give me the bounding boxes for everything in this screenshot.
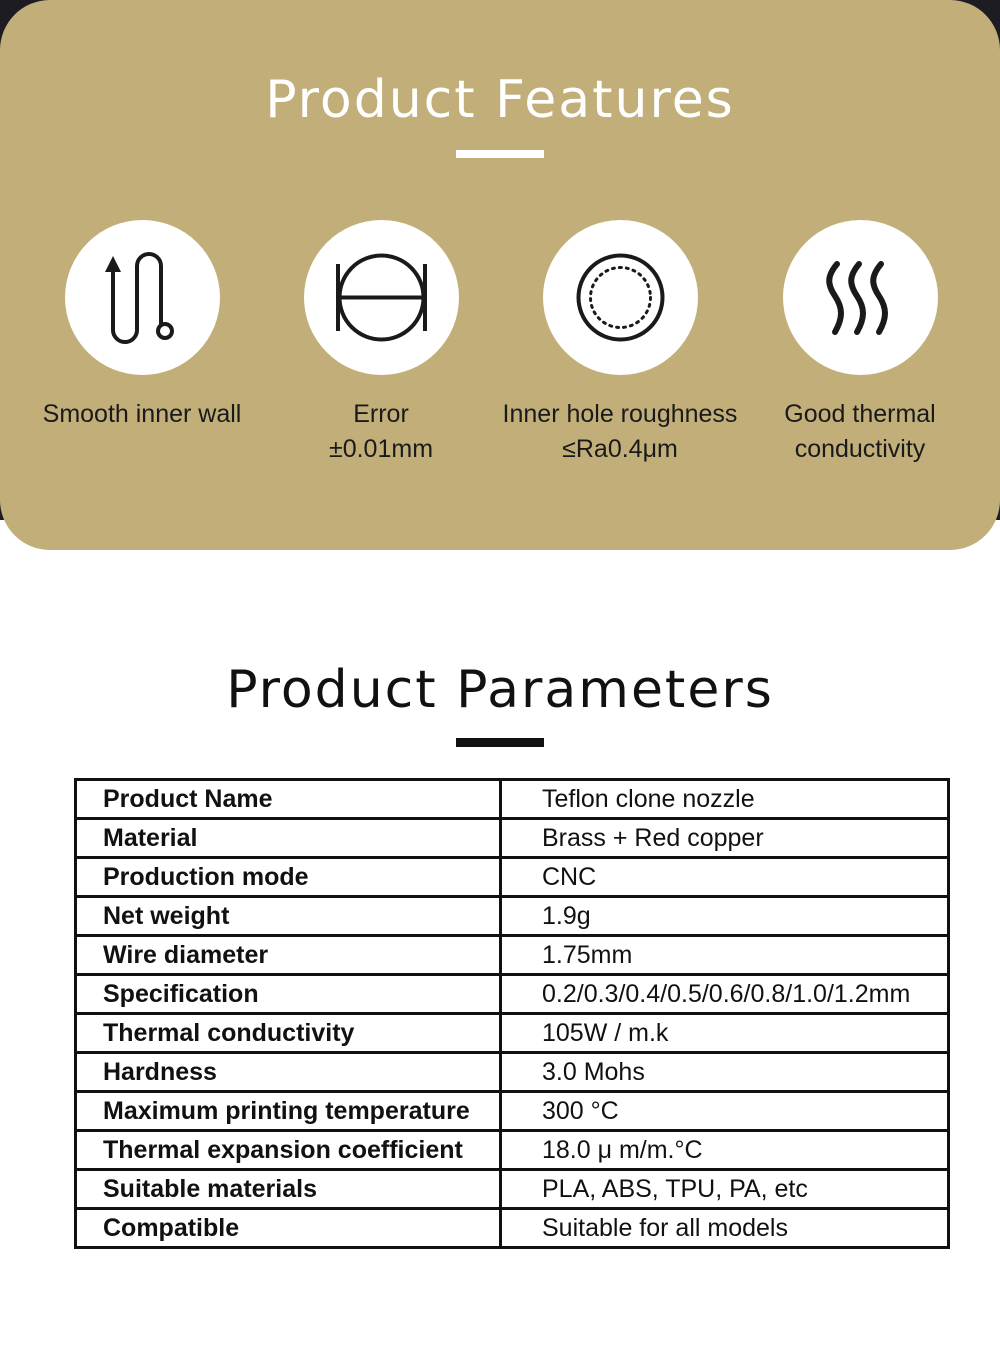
heat-waves-icon [783, 220, 938, 375]
param-name: Thermal conductivity [76, 1014, 501, 1053]
dotted-ring-icon [543, 220, 698, 375]
feature-inner-hole-roughness [500, 220, 740, 467]
table-row [76, 1170, 949, 1209]
param-name: Product Name [76, 780, 501, 819]
features-title-underline [456, 150, 544, 158]
param-name: Net weight [76, 897, 501, 936]
table-row [76, 858, 949, 897]
parameters-title-underline [456, 738, 544, 747]
feature-thermal-conductivity [740, 220, 980, 467]
param-value: 3.0 Mohs [501, 1053, 949, 1092]
param-name: Material [76, 819, 501, 858]
param-value: Teflon clone nozzle [501, 780, 949, 819]
param-name: Suitable materials [76, 1170, 501, 1209]
table-row [76, 1092, 949, 1131]
table-row [76, 936, 949, 975]
table-row [76, 1131, 949, 1170]
param-value: 105W / m.k [501, 1014, 949, 1053]
param-value: 300 °C [501, 1092, 949, 1131]
param-name: Wire diameter [76, 936, 501, 975]
table-row [76, 897, 949, 936]
u-tube-icon [65, 220, 220, 375]
table-row [76, 819, 949, 858]
param-value: PLA, ABS, TPU, PA, etc [501, 1170, 949, 1209]
feature-label: Smooth inner wall [42, 400, 242, 428]
param-value: CNC [501, 858, 949, 897]
table-row [76, 1209, 949, 1248]
param-name: Specification [76, 975, 501, 1014]
feature-icon-circle [65, 220, 220, 375]
param-name: Compatible [76, 1209, 501, 1248]
feature-label: Inner hole roughness ≤Ra0.4μm [502, 400, 738, 463]
param-value: 0.2/0.3/0.4/0.5/0.6/0.8/1.0/1.2mm [501, 975, 949, 1014]
table-row [76, 1053, 949, 1092]
features-banner [0, 0, 1000, 550]
table-row [76, 1014, 949, 1053]
feature-smooth-inner-wall [22, 220, 262, 432]
parameters-title: Product Parameters [226, 660, 774, 720]
feature-icon-circle [783, 220, 938, 375]
param-value: 1.9g [501, 897, 949, 936]
feature-error [261, 220, 501, 467]
param-name: Thermal expansion coefficient [76, 1131, 501, 1170]
table-row [76, 780, 949, 819]
feature-label: Good thermal conductivity [784, 400, 936, 463]
diameter-icon [304, 220, 459, 375]
parameters-table [74, 778, 950, 1249]
table-row [76, 975, 949, 1014]
param-value: Suitable for all models [501, 1209, 949, 1248]
param-value: Brass + Red copper [501, 819, 949, 858]
features-title: Product Features [265, 70, 735, 130]
param-value: 1.75mm [501, 936, 949, 975]
param-name: Maximum printing temperature [76, 1092, 501, 1131]
param-value: 18.0 μ m/m.°C [501, 1131, 949, 1170]
param-name: Hardness [76, 1053, 501, 1092]
feature-icon-circle [304, 220, 459, 375]
feature-icon-circle [543, 220, 698, 375]
param-name: Production mode [76, 858, 501, 897]
feature-label: Error ±0.01mm [328, 400, 434, 463]
